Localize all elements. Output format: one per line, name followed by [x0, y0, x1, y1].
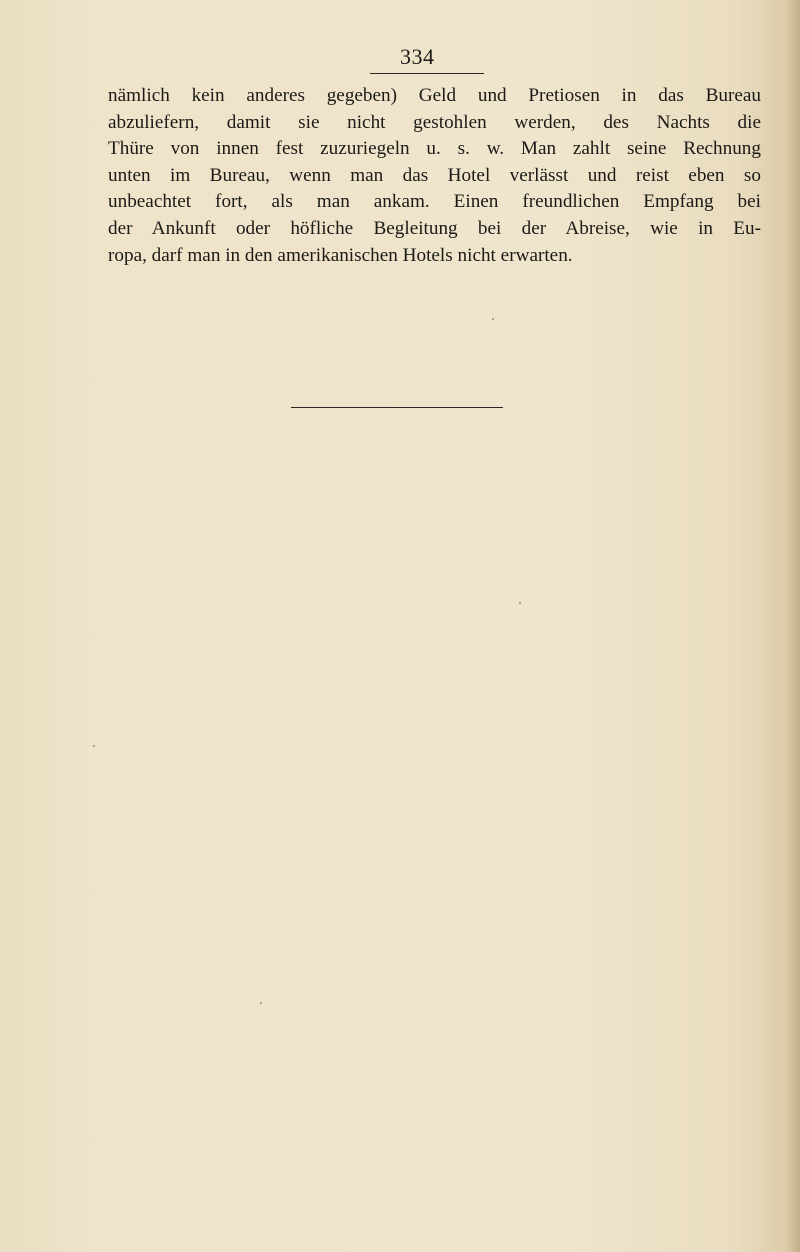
header-rule — [370, 73, 484, 74]
text-line: ropa, darf man in den amerikanischen Hotels nicht erwarten. — [108, 244, 573, 266]
page-number: 334 — [400, 44, 435, 69]
page-edge-shadow — [786, 0, 800, 1252]
text-line: unten im Bureau, wenn man das Hotel verlässt und reist eben so — [108, 164, 761, 186]
text-line: abzuliefern, damit sie nicht gestohlen werden, des Nachts die — [108, 111, 761, 133]
text-line: unbeachtet fort, als man ankam. Einen freundlichen Empfang bei — [108, 191, 761, 213]
paper-speck — [492, 318, 494, 320]
paper-speck — [93, 745, 95, 747]
text-line: nämlich kein anderes gegeben) Geld und Pretiosen in das Bureau — [108, 85, 761, 106]
text-line: Thüre von innen fest zuzuriegeln u. s. w. Man zahlt seine Rechnung — [108, 138, 761, 160]
body-paragraph — [108, 83, 761, 269]
paper-speck — [260, 1002, 262, 1004]
paper-speck — [519, 602, 521, 604]
text-line: der Ankunft oder höfliche Begleitung bei der Abreise, wie in Eu- — [108, 217, 761, 239]
section-end-rule — [291, 407, 503, 408]
